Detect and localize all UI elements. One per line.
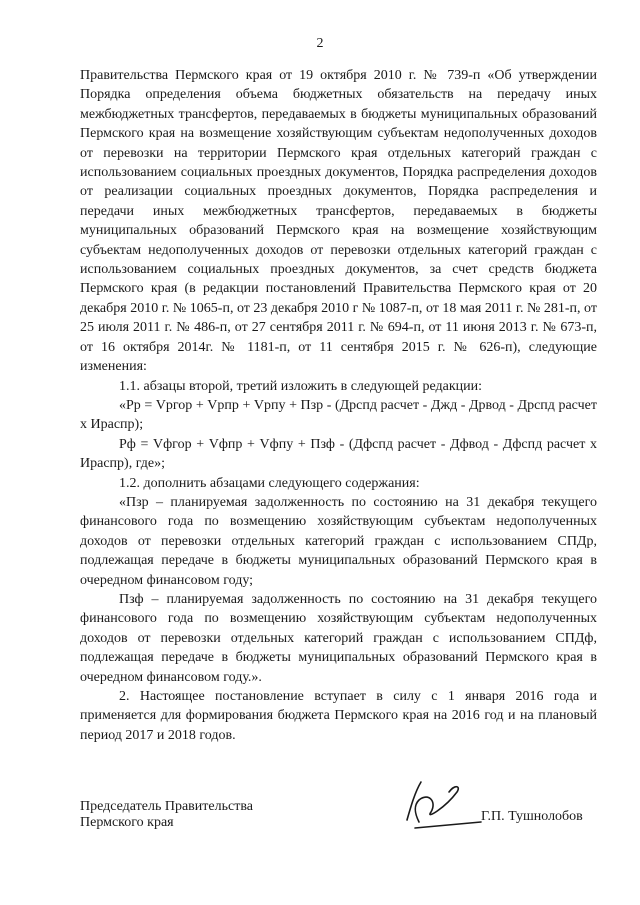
- page-number: 2: [316, 36, 324, 51]
- signatory-position-line-2: Пермского края: [80, 815, 174, 830]
- paragraph-intro: Правительства Пермского края от 19 октября 2010 г. № 739-п «Об утверждении Порядка определения объема бюджетных обязательств на передачу иных межбюджетных трансфертов, передаваемых в бюджеты муниципальных образований Пермского края на возмещение хозяйствующим субъектам недополученных доходов от перевозки на территории Пермского края отдельных категорий граждан с использованием социальных проездных документов, Порядка распределения доходов от реализации социальных проездных документов, Порядка распределения и передачи иных межбюджетных трансфертов, передаваемых в бюджеты муниципальных образований Пермского края на возмещение хозяйствующим субъектам недополученных доходов от перевозки отдельных категорий граждан с использованием социальных проездных документов, за счет средств бюджета Пермского края (в редакции постановлений Правительства Пермского края от 20 декабря 2010 г. № 1065-п, от 23 декабря 2010 г № 1087-п, от 18 мая 2011 г. № 281-п, от 25 июля 2011 г. № 486-п, от 27 сентября 2011 г. № 694-п, от 11 июня 2013 г. № 673-п, от 16 октября 2014г. № 1181-п, от 11 сентября 2015 г. № 626-п), следующие изменения:: [80, 68, 597, 375]
- paragraph-item-2: 2. Настоящее постановление вступает в силу с 1 января 2016 года и применяется для формирования бюджета Пермского края на 2016 год и на плановый период 2017 и 2018 годов.: [80, 689, 597, 743]
- paragraph-pzr: «Пзр – планируемая задолженность по состоянию на 31 декабря текущего финансового года по возмещению хозяйствующим субъектам недополученных доходов от перевозки отдельных категорий граждан с использованием СПДр, подлежащая передаче в бюджеты муниципальных образований Пермского края в очередном финансовом году;: [80, 494, 597, 588]
- formula-rf: Рф = Vфгор + Vфпр + Vфпу + Пзф - (Дфспд расчет - Дфвод - Дфспд расчет х Ираспр), где»;: [80, 436, 597, 472]
- signatory-position-line-1: Председатель Правительства: [80, 799, 253, 814]
- signatory-name: Г.П. Тушнолобов: [481, 809, 583, 824]
- paragraph-item-1-2: 1.2. дополнить абзацами следующего содержания:: [119, 475, 420, 491]
- handwritten-signature: [385, 762, 485, 842]
- paragraph-item-1-1: 1.1. абзацы второй, третий изложить в следующей редакции:: [119, 378, 483, 394]
- paragraph-pzf: Пзф – планируемая задолженность по состоянию на 31 декабря текущего финансового года по возмещению хозяйствующим субъектам недополученных доходов от перевозки отдельных категорий граждан с использованием СПДф, подлежащая передаче в бюджеты муниципальных образований Пермского края в очередном финансовом году.».: [80, 591, 597, 685]
- signatory-position: [80, 799, 253, 831]
- formula-rr: «Рр = Vргор + Vрпр + Vрпу + Пзр - (Дрспд расчет - Джд - Дрвод - Дрспд расчет х Ираспр);: [80, 397, 597, 433]
- document-body: [80, 66, 597, 745]
